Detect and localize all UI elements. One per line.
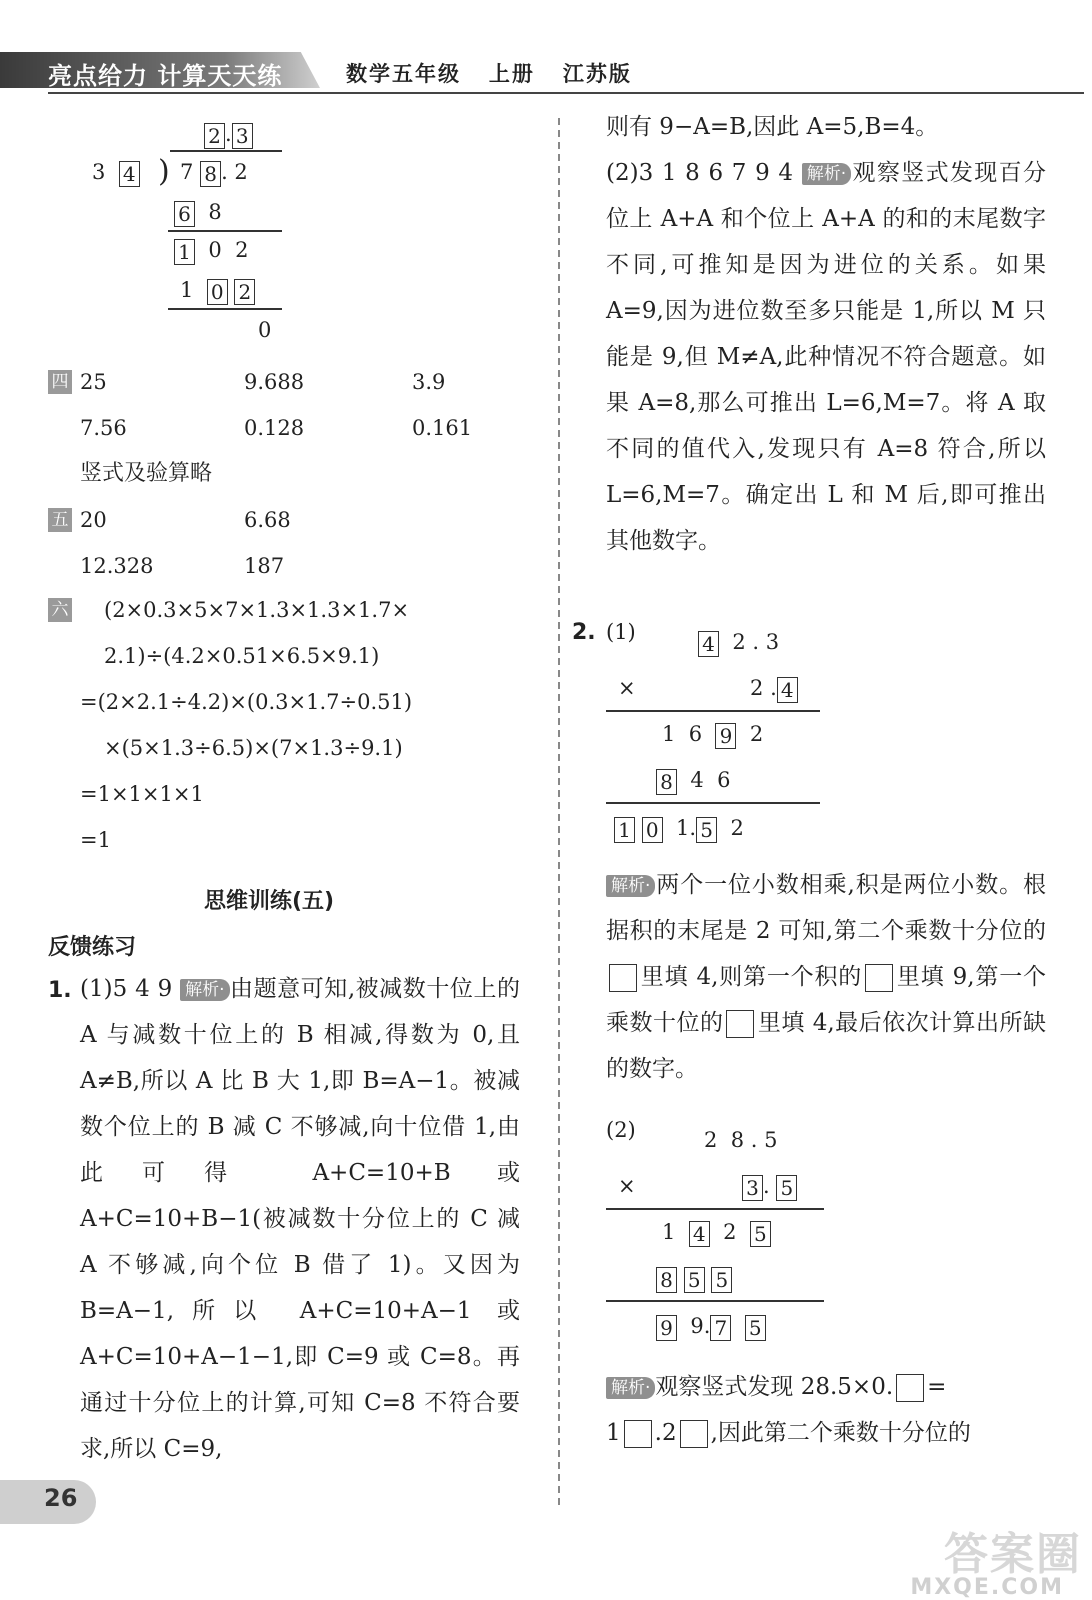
step-digit: 6 xyxy=(174,201,195,227)
mult-digit: 2 xyxy=(723,1220,737,1244)
answer: 20 xyxy=(80,508,107,532)
quotient-digit: 2 xyxy=(204,123,225,149)
section-tag-6: 六 xyxy=(48,598,72,622)
q2-1-text: 里填 9,第一个乘数十位的 xyxy=(606,964,1046,1036)
mult-digit: 5 xyxy=(745,1315,766,1341)
q1-explanation: 由题意可知,被减数十位上的 A 与减数十位上的 B 相减,得数为 0,且 A≠B,所以 A 比 B 大 1,即 B=A−1。被减数个位上的 B 减 C 不够减,向十位借 1,由此可得 A+C=10+B 或 A+C=10+B−1(被减数十分位上的 C 减 A 不够减,向个位 B 借了 1)。又因为 B=A−1,所以 A+C=10+A−1 或 A+C=10+A−1−1,即 C=9 或 C=8。再通过十分位上的计算,可知 C=8 不符合要求,所以 C=9, xyxy=(80,976,521,1462)
mult-digit: . xyxy=(750,1128,758,1152)
column-divider xyxy=(558,118,560,1508)
step-digit: 1 xyxy=(174,239,195,265)
answer: 187 xyxy=(244,554,285,578)
blank-box xyxy=(680,1420,708,1448)
section-title: 思维训练(五) xyxy=(204,889,335,914)
quotient-digit: 3 xyxy=(232,123,253,149)
mult-digit: 8 xyxy=(656,769,677,795)
step-digit: 2 xyxy=(234,279,255,305)
calc-line: =(2×2.1÷4.2)×(0.3×1.7÷0.51) xyxy=(80,690,413,714)
answer: 0.128 xyxy=(244,416,305,440)
answer: 7.56 xyxy=(80,416,127,440)
blank-box xyxy=(865,964,893,992)
blank-box xyxy=(896,1374,924,1402)
q1-answer: (1)5 4 9 xyxy=(80,976,173,1002)
q2-2-text: .2 xyxy=(654,1420,677,1446)
jiexi-badge: 解析 · xyxy=(802,163,851,185)
answer: 25 xyxy=(80,370,107,394)
q2-2-text: = xyxy=(927,1374,947,1400)
division-remainder: 0 xyxy=(258,318,272,342)
step-digit: 8 xyxy=(208,200,222,224)
dividend-digit: 8 xyxy=(200,161,221,187)
jiexi-badge: 解析 · xyxy=(606,1377,655,1399)
division-bar xyxy=(170,150,282,152)
watermark: 答案圈 xyxy=(944,1529,1082,1580)
q2-1-text: 两个一位小数相乘,积是两位小数。根据积的末尾是 2 可知,第二个乘数十分位的 xyxy=(606,872,1046,944)
mult-digit: . xyxy=(752,630,760,654)
mult-digit: 9 xyxy=(690,1314,704,1338)
q1-paragraph xyxy=(80,966,520,1472)
mult-digit: 6 xyxy=(717,768,731,792)
mult-digit: 2 xyxy=(749,722,764,746)
mult-digit: 5 xyxy=(711,1267,732,1293)
dividend-digit: 2 xyxy=(234,160,248,184)
mult-digit: 3 xyxy=(765,630,780,654)
step-digit: 0 xyxy=(207,279,228,305)
mult-digit: 2 xyxy=(730,816,744,840)
calc-line: =1×1×1×1 xyxy=(80,782,204,806)
mult-digit: . xyxy=(763,1174,770,1198)
calc-line: 2.1)÷(4.2×0.51×6.5×9.1) xyxy=(104,644,380,668)
divisor-digit: 4 xyxy=(119,161,140,187)
blank-box xyxy=(624,1420,652,1448)
mult-digit: 5 xyxy=(750,1221,771,1247)
answer: 12.328 xyxy=(80,554,154,578)
mult-digit: . xyxy=(703,1314,711,1338)
mult-digit: 8 xyxy=(656,1267,677,1293)
mult-digit: 8 xyxy=(730,1128,745,1152)
section-tag-4: 四 xyxy=(48,370,72,394)
mult-digit: . xyxy=(770,676,777,700)
header-rule xyxy=(48,92,1084,94)
mult-digit: 1 xyxy=(676,816,690,840)
q2-2-text: ,因此第二个乘数十分位的 xyxy=(710,1420,971,1446)
mult-digit: 2 xyxy=(704,1128,718,1152)
q1-2-explanation: 观察竖式发现百分位上 A+A 和个位上 A+A 的和的末尾数字不同,可推知是因为进位的关系。如果 A=9,因为进位数至多只能是 1,所以 M 只能是 9,但 M≠A,此种情况不符合题意。如果 A=8,那么可推出 L=6,M=7。将 A 取不同的值代入,发现只有 A=8 符合,所以 L=6,M=7。确定出 L 和 M 后,即可推出其他数字。 xyxy=(606,160,1046,554)
mult-digit: 5 xyxy=(684,1267,705,1293)
mult-digit: 9 xyxy=(656,1315,677,1341)
mult-digit: 7 xyxy=(710,1315,731,1341)
mult-digit: 5 xyxy=(696,817,717,843)
sub-label: (1) xyxy=(606,620,636,644)
q2-1-text: 里填 4,最后依次计算出所缺的数字。 xyxy=(606,1010,1047,1082)
question-number: 1. xyxy=(48,978,72,1003)
mult-digit: 6 xyxy=(688,722,703,746)
mult-digit: 4 xyxy=(777,677,798,703)
answer: 9.688 xyxy=(244,370,305,394)
mult-digit: 4 xyxy=(689,1221,710,1247)
question-number: 2. xyxy=(572,620,596,645)
mult-digit: . xyxy=(689,816,697,840)
brand-title: 亮点给力 计算天天练 xyxy=(48,62,283,90)
jiexi-badge: 解析 · xyxy=(180,979,229,1001)
times-sign: × xyxy=(618,676,636,700)
blank-box xyxy=(726,1010,754,1038)
calc-line: =1 xyxy=(80,828,111,852)
page-number: 26 xyxy=(44,1484,78,1512)
blank-box xyxy=(609,964,637,992)
section-subtitle: 反馈练习 xyxy=(48,935,137,960)
q1-2-answer: (2)3 1 8 6 7 9 4 xyxy=(606,160,794,186)
q1-2-paragraph xyxy=(606,150,1046,564)
step-digit: 0 xyxy=(208,238,222,262)
dividend-digit: 7 xyxy=(180,160,194,184)
jiexi-badge: 解析 · xyxy=(606,875,655,897)
note: 竖式及验算略 xyxy=(80,461,213,486)
calc-line: (2×0.3×5×7×1.3×1.3×1.7× xyxy=(104,598,410,622)
mult-digit: 4 xyxy=(690,768,704,792)
right-line0: 则有 9−A=B,因此 A=5,B=4。 xyxy=(606,114,939,140)
answer: 3.9 xyxy=(412,370,446,394)
step-digit: 2 xyxy=(235,238,249,262)
answer: 6.68 xyxy=(244,508,291,532)
mult-digit: 3 xyxy=(742,1175,763,1201)
mult-digit: 4 xyxy=(698,631,719,657)
q2-2-text: 1 xyxy=(606,1420,621,1446)
answer: 0.161 xyxy=(412,416,473,440)
watermark-url: MXQE.COM xyxy=(910,1575,1064,1600)
q2-1-paragraph xyxy=(606,862,1046,1092)
mult-digit: 2 xyxy=(750,676,764,700)
q2-2-paragraph xyxy=(606,1364,1046,1456)
mult-digit: 1 xyxy=(662,1220,676,1244)
times-sign: × xyxy=(618,1174,636,1198)
section-tag-5: 五 xyxy=(48,508,72,532)
mult-digit: 2 xyxy=(732,630,746,654)
step-digit: 1 xyxy=(180,278,194,302)
mult-digit: 0 xyxy=(642,817,663,843)
calc-line: ×(5×1.3÷6.5)×(7×1.3÷9.1) xyxy=(104,736,403,760)
divisor-digit: 3 xyxy=(92,160,106,184)
sub-label: (2) xyxy=(606,1118,636,1142)
mult-digit: 5 xyxy=(764,1128,778,1152)
q2-1-text: 里填 4,则第一个积的 xyxy=(640,964,863,990)
mult-digit: 9 xyxy=(715,723,736,749)
mult-digit: 5 xyxy=(776,1175,797,1201)
q2-2-text: 观察竖式发现 28.5×0. xyxy=(655,1374,894,1400)
mult-digit: 1 xyxy=(614,817,635,843)
book-info: 数学五年级 上册 江苏版 xyxy=(346,62,632,86)
mult-digit: 1 xyxy=(662,722,676,746)
